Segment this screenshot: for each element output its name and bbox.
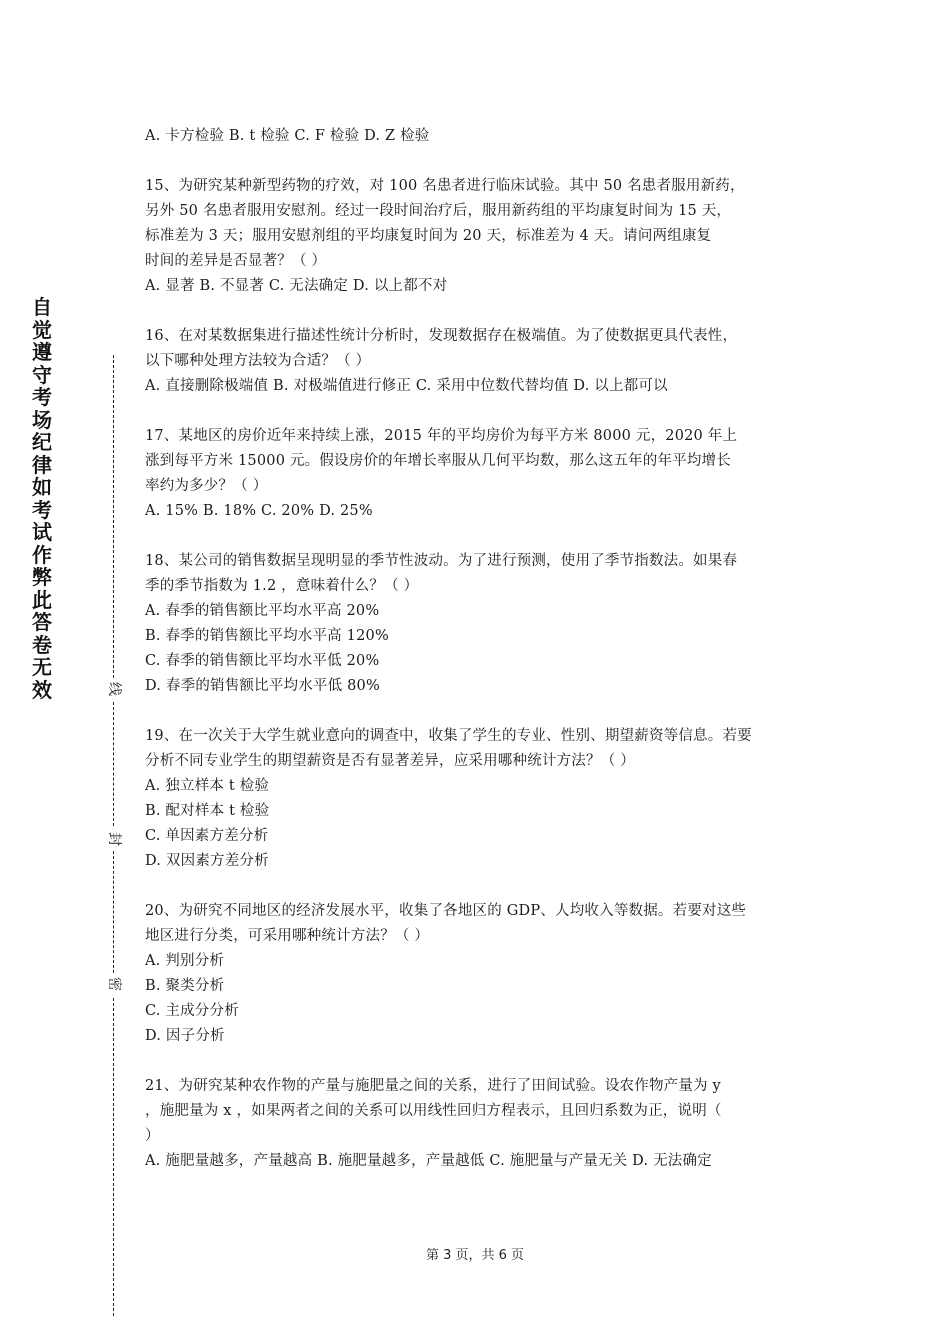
binding-dashed-line-bottom — [113, 998, 114, 1316]
answer-option: B. 春季的销售额比平均水平高 120% — [145, 628, 389, 644]
question-21 — [145, 1074, 817, 1174]
question-stem-line: 16、在对某数据集进行描述性统计分析时，发现数据存在极端值。为了使数据更具代表性， — [145, 328, 738, 344]
answer-option: A. 独立样本 t 检验 — [145, 778, 270, 794]
binding-label-secret: 密 — [104, 974, 124, 994]
binding-dashed-line-top — [113, 355, 114, 678]
answer-option: D. 春季的销售额比平均水平低 80% — [145, 678, 380, 694]
question-17 — [145, 424, 817, 524]
answer-option: C. 单因素方差分析 — [145, 828, 269, 844]
answer-option: A. 直接删除极端值 B. 对极端值进行修正 C. 采用中位数代替均值 D. 以上都可以 — [145, 378, 668, 394]
answer-option: D. 双因素方差分析 — [145, 853, 269, 869]
question-stem-line: 20、为研究不同地区的经济发展水平，收集了各地区的 GDP、人均收入等数据。若要对这些 — [145, 903, 747, 919]
question-stem-line: 以下哪种处理方法较为合适？（ ） — [145, 353, 371, 369]
question-stem-line: 标准差为 3 天；服用安慰剂组的平均康复时间为 20 天，标准差为 4 天。请问两组康复 — [145, 228, 712, 244]
question-stem-line: 17、某地区的房价近年来持续上涨，2015 年的平均房价为每平方米 8000 元，2020 年上 — [145, 428, 738, 444]
answer-option: A. 15% B. 18% C. 20% D. 25% — [145, 503, 373, 519]
question-stem-line: 季的季节指数为 1.2 ，意味着什么？（ ） — [145, 578, 419, 594]
question-18 — [145, 549, 817, 699]
question-14 — [145, 124, 817, 149]
question-16 — [145, 324, 817, 399]
answer-option: D. 因子分析 — [145, 1028, 225, 1044]
question-stem-line: ，施肥量为 x ，如果两者之间的关系可以用线性回归方程表示，且回归系数为正，说明（ — [145, 1103, 722, 1119]
question-stem-line: 另外 50 名患者服用安慰剂。经过一段时间治疗后，服用新药组的平均康复时间为 15 天， — [145, 203, 732, 219]
answer-option: C. 主成分分析 — [145, 1003, 239, 1019]
exam-discipline-notice: 自觉遵守考场纪律如考试作弊此答卷无效 — [32, 295, 52, 702]
question-stem-line: 率约为多少？（ ） — [145, 478, 268, 494]
question-list — [145, 124, 817, 1199]
answer-option: B. 配对样本 t 检验 — [145, 803, 270, 819]
question-stem-line: 21、为研究某种农作物的产量与施肥量之间的关系，进行了田间试验。设农作物产量为 y — [145, 1078, 721, 1094]
question-stem-line: 18、某公司的销售数据呈现明显的季节性波动。为了进行预测，使用了季节指数法。如果春 — [145, 553, 738, 569]
answer-option: A. 判别分析 — [145, 953, 225, 969]
question-stem-line: 地区进行分类，可采用哪种统计方法？（ ） — [145, 928, 430, 944]
binding-dashed-line-lower — [113, 851, 114, 973]
binding-dashed-line-mid — [113, 702, 114, 826]
question-stem-line: ） — [145, 1128, 160, 1144]
binding-label-line: 线 — [104, 679, 124, 699]
question-20 — [145, 899, 817, 1049]
question-stem-line: 时间的差异是否显著？（ ） — [145, 253, 327, 269]
answer-option: A. 卡方检验 B. t 检验 C. F 检验 D. Z 检验 — [145, 128, 430, 144]
answer-option: A. 施肥量越多，产量越高 B. 施肥量越多，产量越低 C. 施肥量与产量无关 D. 无法确定 — [145, 1153, 712, 1169]
binding-label-seal: 封 — [104, 829, 124, 849]
question-stem-line: 19、在一次关于大学生就业意向的调查中，收集了学生的专业、性别、期望薪资等信息。若要 — [145, 728, 752, 744]
answer-option: A. 显著 B. 不显著 C. 无法确定 D. 以上都不对 — [145, 278, 448, 294]
answer-option: B. 聚类分析 — [145, 978, 225, 994]
question-stem-line: 涨到每平方米 15000 元。假设房价的年增长率服从几何平均数，那么这五年的年平均增长 — [145, 453, 731, 469]
answer-option: C. 春季的销售额比平均水平低 20% — [145, 653, 380, 669]
answer-option: A. 春季的销售额比平均水平高 20% — [145, 603, 380, 619]
page-number: 第 3 页，共 6 页 — [425, 1248, 525, 1263]
question-stem-line: 分析不同专业学生的期望薪资是否有显著差异，应采用哪种统计方法？（ ） — [145, 753, 635, 769]
question-19 — [145, 724, 817, 874]
question-15 — [145, 174, 817, 299]
question-stem-line: 15、为研究某种新型药物的疗效，对 100 名患者进行临床试验。其中 50 名患者服用新药， — [145, 178, 745, 194]
